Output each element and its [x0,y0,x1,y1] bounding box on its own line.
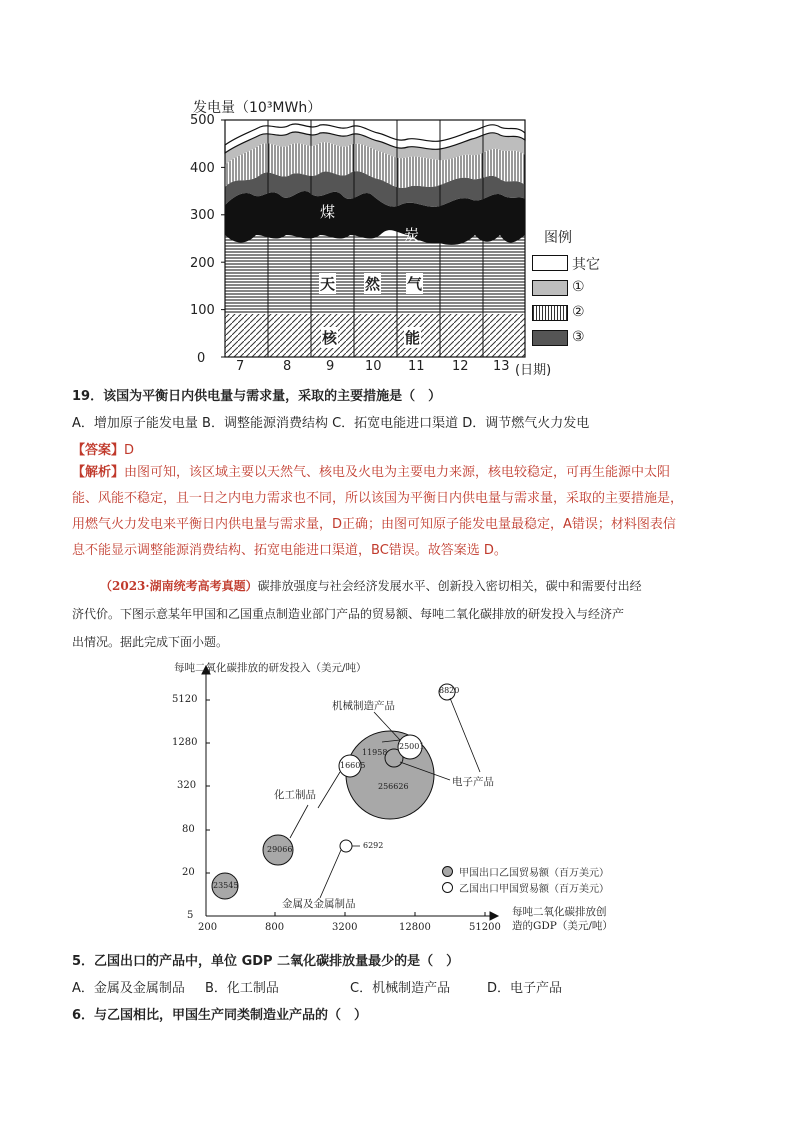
bubble-value: 256626 [378,782,409,791]
analysis-line: 由图可知，该区域主要以天然气、核电及火电为主要电力来源，核电较稳定，可再生能源中太阳 [124,465,671,480]
legend-label: 甲国出口乙国贸易额（百万美元） [459,867,609,879]
y-tick: 80 [182,824,195,835]
legend-label: 乙国出口甲国贸易额（百万美元） [459,883,609,895]
y-tick: 5120 [172,694,198,705]
analysis-line: 用燃气火力发电来平衡日内供电量与需求量，D正确；由图可知原子能发电量最稳定，A错误；材料图表信 [72,517,676,532]
nuclear-layer [225,314,525,357]
label-chemical: 化工制品 [274,789,316,801]
x-tick: 3200 [332,922,358,933]
y-tick: 0 [197,351,206,366]
legend-swatch-2 [532,305,568,321]
x-tick: 8 [283,359,292,374]
q5-stem: 5．乙国出口的产品中，单位 GDP 二氧化碳排放量最少的是（ ） [72,954,460,969]
xlabel-line: 造的GDP（美元/吨） [512,920,613,932]
y-tick: 500 [190,113,215,128]
intro-line: 出情况。据此完成下面小题。 [72,635,229,649]
bubble-value: 23545 [213,881,239,890]
bubble-value: 6292 [363,841,384,850]
legend-label: ③ [572,329,585,345]
legend-label: 其它 [572,257,600,273]
y-tick: 5 [187,910,194,921]
x-tick: 13 [493,359,510,374]
label-electronics: 电子产品 [452,776,494,788]
intro-source: （2023·湖南统考高考真题） [100,579,258,593]
bubble-value: 11958 [362,748,388,757]
q5-option-a: A．金属及金属制品 [72,981,185,996]
q19-analysis [72,460,732,564]
gas-label-1: 天 [320,275,336,293]
bubble-value: 8820 [439,686,460,695]
analysis-line: 息不能显示调整能源消费结构、拓宽电能进口渠道，BC错误。故答案选 D。 [72,543,507,558]
x-tick: 12 [452,359,469,374]
x-tick: 200 [198,922,218,933]
bubble-chart [160,660,640,935]
analysis-label: 【解析】 [72,465,125,480]
q19-stem: 19．该国为平衡日内供电量与需求量，采取的主要措施是（ ） [72,389,442,404]
chart1-ylabel: 发电量（10³MWh） [193,100,322,116]
legend-swatch-1 [532,280,568,296]
chart1-legend [532,225,610,355]
chart2-legend [442,863,609,895]
legend-dot-white [442,882,453,893]
x-tick: 51200 [469,922,501,933]
intro-paragraph [72,572,732,656]
legend-swatch-3 [532,330,568,346]
answer-value: D [124,443,135,458]
q5-option-b: B．化工制品 [205,981,279,996]
gas-label-2: 然 [365,275,381,293]
bubble-value: 16605 [340,761,366,770]
analysis-line: 能、风能不稳定，且一日之内电力需求也不同，所以该国为平衡日内供电量与需求量，采取的主要措施是， [72,491,684,506]
label-machinery: 机械制造产品 [332,700,395,712]
charcoal-label: 炭 [404,226,420,244]
nuclear-label-1: 核 [322,329,338,347]
intro-line: 碳排放强度与社会经济发展水平、创新投入密切相关，碳中和需要付出经 [257,579,642,593]
y-tick: 20 [182,867,195,878]
bubble-value: 25001 [399,742,425,751]
x-tick: 10 [365,359,382,374]
nuclear-label-2: 能 [405,329,421,347]
xlabel-line: 每吨二氧化碳排放创 [512,906,607,918]
legend-title: 图例 [544,230,572,246]
gas-label-3: 气 [407,275,423,293]
legend-label: ① [572,279,585,295]
chart2-ylabel: 每吨二氧化碳排放的研发投入（美元/吨） [174,662,367,674]
coal-label: 煤 [320,203,336,221]
y-tick: 400 [190,161,215,176]
x-tick: 800 [265,922,285,933]
label-metal: 金属及金属制品 [282,898,356,910]
y-tick: 300 [190,208,215,223]
x-tick: 12800 [399,922,431,933]
x-tick: 11 [408,359,425,374]
answer-label: 【答案】 [72,443,125,458]
x-unit: (日期) [515,363,552,378]
intro-line: 济代价。下图示意某年甲国和乙国重点制造业部门产品的贸易额、每吨二氧化碳排放的研发投入与经济产 [72,607,625,621]
y-tick: 200 [190,256,215,271]
power-chart [190,95,610,380]
x-tick: 9 [326,359,335,374]
y-tick: 100 [190,303,215,318]
legend-label: ② [572,304,585,320]
bubble-value: 29066 [267,845,293,854]
q19-options: A．增加原子能发电量 B．调整能源消费结构 C．拓宽电能进口渠道 D．调节燃气火力发电 [72,416,590,431]
y-tick: 1280 [172,737,198,748]
legend-swatch-other [532,255,568,271]
bubble-metal-yi [340,840,352,852]
chart2-xlabel [512,905,613,933]
q19-answer [72,439,134,458]
q6-stem: 6．与乙国相比，甲国生产同类制造业产品的（ ） [72,1008,368,1023]
x-tick: 7 [236,359,245,374]
legend-dot-gray [442,866,453,877]
q5-option-c: C．机械制造产品 [350,981,451,996]
y-tick: 320 [177,780,197,791]
q5-option-d: D．电子产品 [487,981,563,996]
